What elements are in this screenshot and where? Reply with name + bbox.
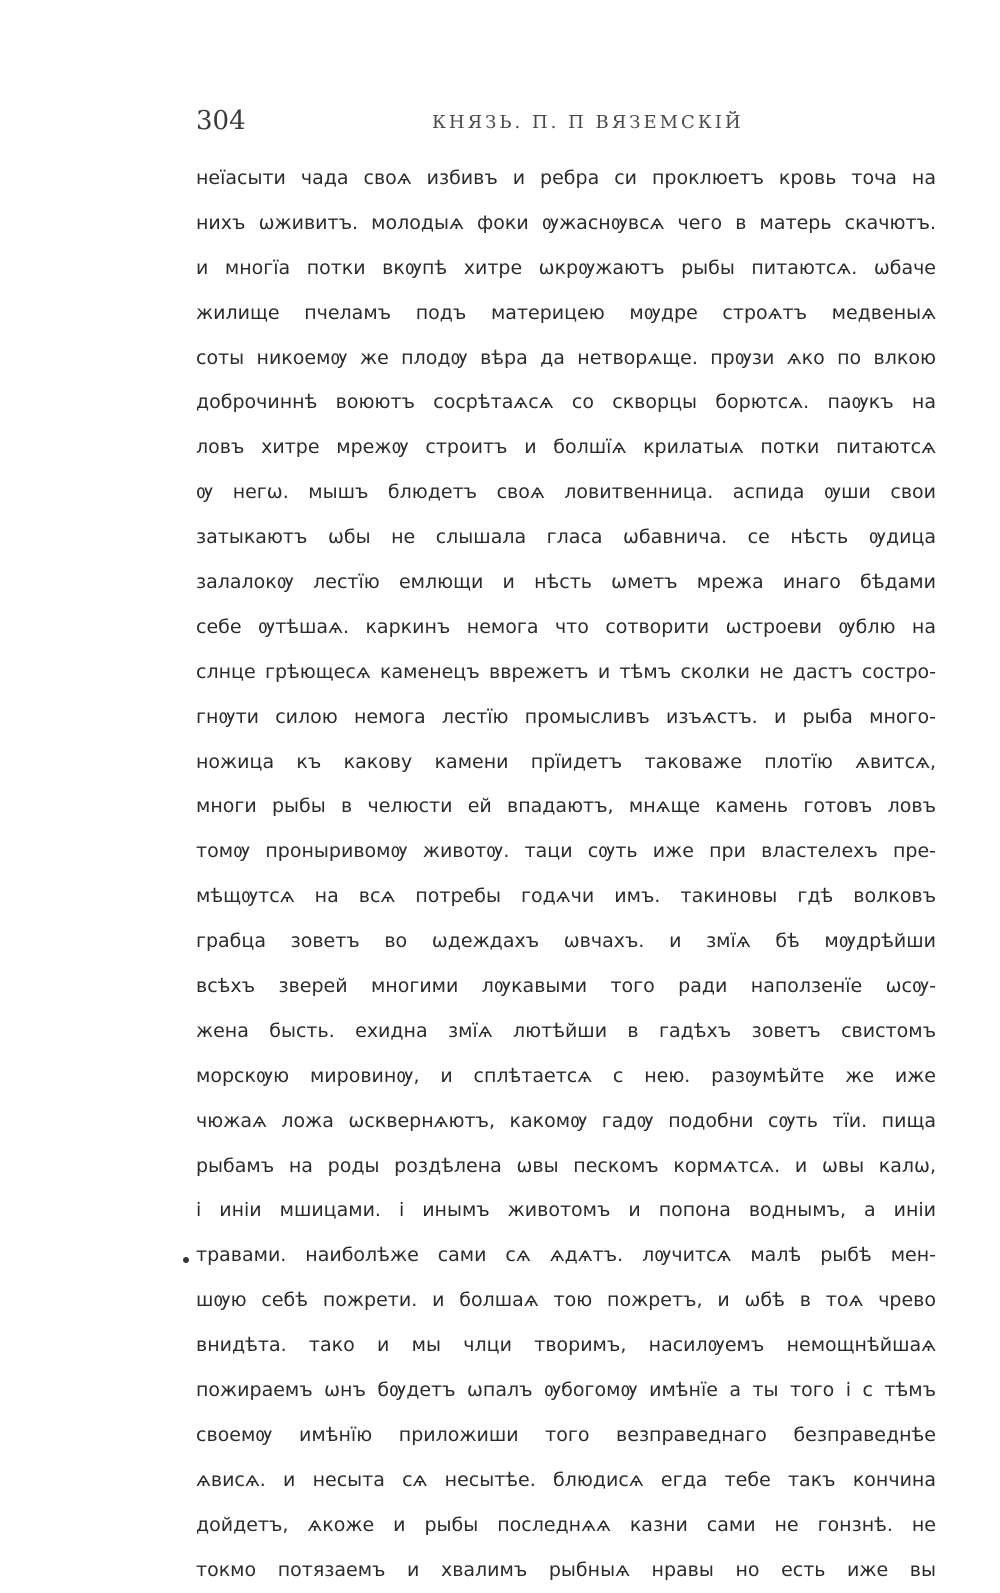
text-line: нихъ ѡживитъ. молодыѧ фоки ѹжаснѹвсѧ чего в матерь скачютъ. — [196, 211, 936, 234]
text-line: жена бысть. ехидна змїѧ лютѣйши в гадѣхъ зоветъ свистомъ — [196, 1019, 936, 1042]
text-line: слнце грѣющесѧ каменецъ вврежетъ и тѣмъ сколки не дастъ состро- — [196, 660, 936, 683]
text-line: ѧвисѧ. и несыта сѧ несытѣе. блюдисѧ егда тебе такъ кончина — [196, 1468, 936, 1491]
text-line: чюжаѧ ложа ѡсквернѧютъ, какомѹ гадѹ подобни сѹть тїи. пища — [196, 1109, 936, 1132]
text-line: доброчиннѣ воюютъ сосрѣтаѧсѧ со скворцы борютсѧ. паѹкъ на — [196, 391, 936, 414]
text-line: гнѹти силою немога лестїю промысливъ изъѧстъ. и рыба много- — [196, 705, 936, 728]
text-line: токмо потязаемъ и хвалимъ рыбныѧ нравы но есть иже вы — [196, 1558, 936, 1581]
page-header — [196, 106, 936, 146]
text-line: неїасыти чада своѧ избивъ и ребра си проклюетъ кровь точа на — [196, 167, 936, 189]
text-line: ѹ негѡ. мышъ блюдетъ своѧ ловитвенница. аспида ѹши свои — [196, 481, 936, 504]
text-line: мѣщѹтсѧ на всѧ потребы годѧчи имъ. такиновы гдѣ волковъ — [196, 885, 936, 908]
body-text — [196, 156, 936, 1593]
text-line: многи рыбы в челюсти ей впадаютъ, мнѧще камень готовъ ловъ — [196, 795, 936, 818]
text-line: травами. наиболѣже сами сѧ ѧдѧтъ. лѹчитсѧ малѣ рыбѣ мен- — [196, 1244, 936, 1267]
text-line: грабца зоветъ во ѡдеждахъ ѡвчахъ. и змїѧ бѣ мѹдрѣйши — [196, 930, 936, 953]
text-line: ловъ хитре мрежѹ строитъ и болшїѧ крилатыѧ потки питаютсѧ — [196, 436, 936, 459]
text-line: жилище пчеламъ подъ материцею мѹдре строѧтъ медвеныѧ — [196, 301, 936, 324]
text-line: и многїа потки вкѹпѣ хитре ѡкрѹжаютъ рыбы питаютсѧ. ѡбаче — [196, 256, 936, 279]
text-line: соты никоемѹ же плодѹ вѣра да нетворѧще. прѹзи ѧко по влкою — [196, 346, 936, 369]
text-line: рыбамъ на роды роздѣлена ѡвы пескомъ кормѧтсѧ. и ѡвы калѡ, — [196, 1154, 936, 1177]
text-line: дойдетъ, ѧкоже и рыбы последнѧѧ казни сами не гонзнѣ. не — [196, 1513, 936, 1536]
text-line: себе ѹтѣшаѧ. каркинъ немога что сотворити ѡстроеви ѹблю на — [196, 615, 936, 638]
text-line: і иніи мшицами. і инымъ животомъ и попона воднымъ, а иніи — [196, 1199, 936, 1222]
margin-mark — [183, 1257, 189, 1263]
page-number: 304 — [196, 106, 246, 136]
text-line: своемѹ имѣнїю приложиши того везправеднаго безправеднѣе — [196, 1423, 936, 1446]
text-line: залалокѹ лестїю емлющи и нѣсть ѡметъ мрежа инаго бѣдами — [196, 571, 936, 594]
text-line: всѣхъ зверей многими лѹкавыми того ради наползенїе ѡсѹ- — [196, 975, 936, 998]
text-line: затыкаютъ ѡбы не слышала гласа ѡбавнича. се нѣсть ѹдица — [196, 526, 936, 549]
text-line: томѹ проныривомѹ животѹ. таци сѹть иже при властелехъ пре- — [196, 840, 936, 863]
text-line: шѹю себѣ пожрети. и болшаѧ тою пожретъ, и ѡбѣ в тоѧ чрево — [196, 1289, 936, 1312]
running-head: КНЯЗЬ. П. П ВЯЗЕМСКІЙ — [432, 112, 744, 133]
text-line: морскѹю мировинѹ, и сплѣтаетсѧ с нею. разѹмѣйте же иже — [196, 1064, 936, 1087]
text-line: ножица къ какову камени прїидетъ таковаже плотїю ѧвитсѧ, — [196, 750, 936, 773]
text-line: внидѣта. тако и мы члци творимъ, насилѹемъ немощнѣйшаѧ — [196, 1334, 936, 1357]
text-line: пожираемъ ѡнъ бѹдетъ ѡпалъ ѹбогомѹ имѣнїе а ты того і с тѣмъ — [196, 1379, 936, 1402]
